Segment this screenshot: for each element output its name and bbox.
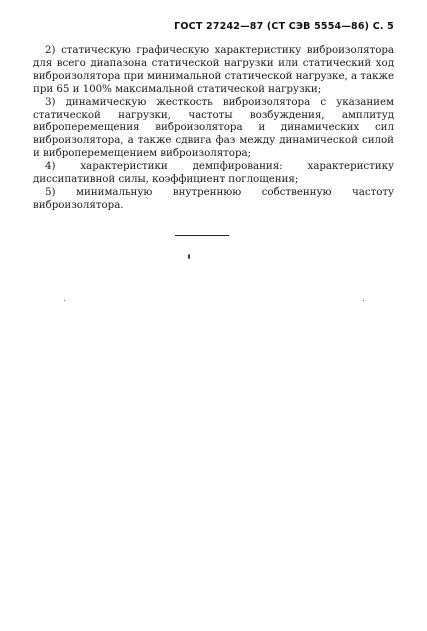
list-item-4: 4) характеристики демпфирования: характеристику диссипативной силы, коэффициент поглощения; — [33, 160, 394, 186]
scan-speck — [188, 254, 190, 259]
scan-speck — [363, 300, 364, 301]
document-body — [33, 44, 394, 212]
running-header: ГОСТ 27242—87 (СТ СЭВ 5554—86) С. 5 — [174, 21, 394, 32]
list-item-3: 3) динамическую жесткость виброизолятора с указанием статической нагрузки, частоты возбуждения, амплитуд виброперемещения виброизолятора и динамических сил виброизолятора, а также сдвига фаз между динамической силой и виброперемещением виброизолятора; — [33, 95, 394, 160]
scan-speck — [64, 300, 65, 301]
end-rule — [175, 235, 229, 236]
list-item-5: 5) минимальную внутреннюю собственную частоту виброизолятора. — [33, 185, 394, 211]
list-item-2: 2) статическую графическую характеристику виброизолятора для всего диапазона статической нагрузки или статический ход виброизолятора при минимальной статической нагрузке, а также при 65 и 100% максимальной статической нагрузки; — [33, 44, 394, 95]
